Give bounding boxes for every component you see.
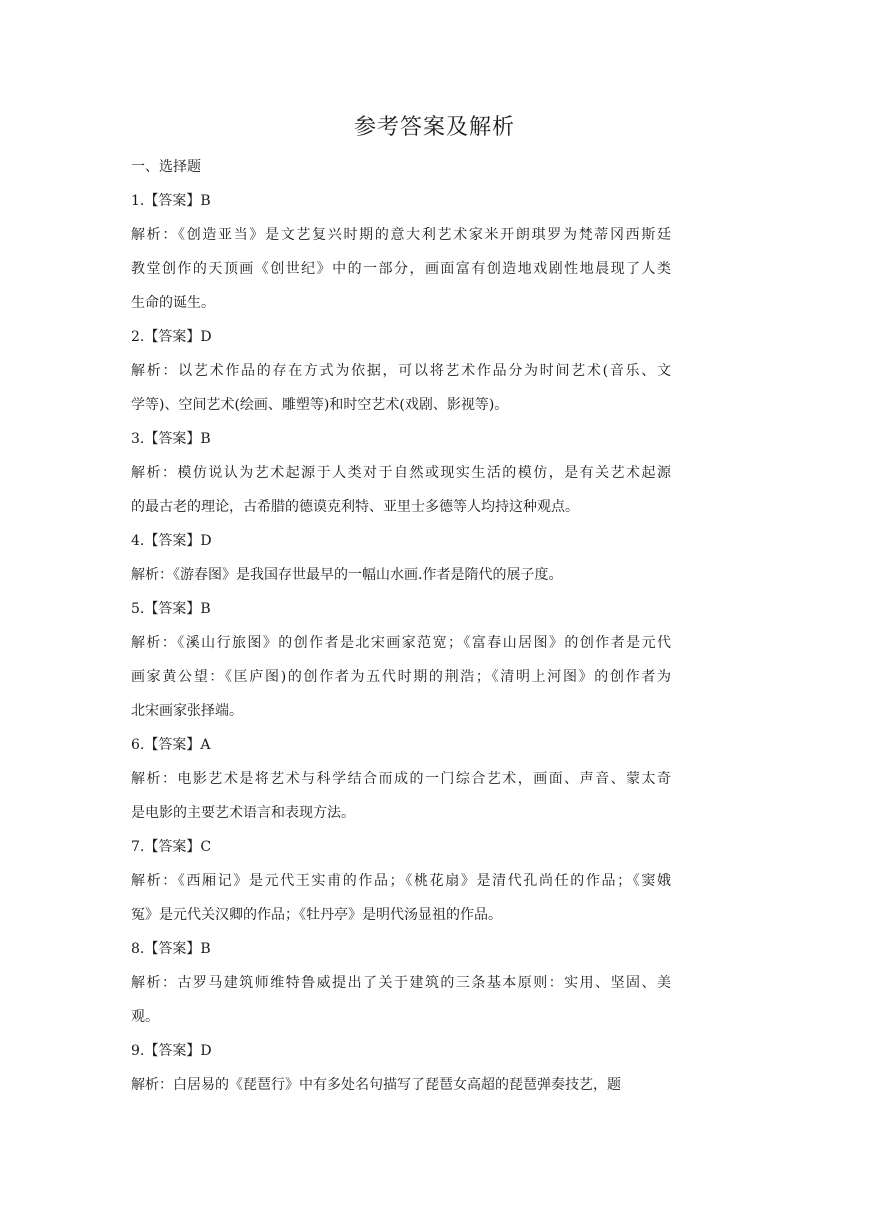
answer-item: [131, 836, 671, 938]
explanation-line: 画家黄公望：《匡庐图)的创作者为五代时期的荆浩；《清明上河图》的创作者为: [131, 669, 671, 685]
explanation-line: 学等)、空间艺术(绘画、雕塑等)和时空艺术(戏剧、影视等)。: [131, 397, 509, 413]
explanation-line: 解析：以艺术作品的存在方式为依据，可以将艺术作品分为时间艺术(音乐、文: [131, 363, 671, 379]
answer-item: [131, 1040, 671, 1108]
explanation-line: 生命的诞生。: [131, 295, 215, 311]
explanation-line: 解析：白居易的《琵琶行》中有多处名句描写了琵琶女高超的琵琶弹奏技艺，题: [131, 1077, 621, 1093]
answer-key: 1.【答案】B: [131, 193, 211, 209]
answer-item: [131, 938, 671, 1040]
answer-item: [131, 598, 671, 734]
answer-key: 5.【答案】B: [131, 601, 211, 617]
explanation-line: 北宋画家张择端。: [131, 703, 243, 719]
answer-key: 8.【答案】B: [131, 941, 211, 957]
explanation-line: 解析：《游春图》是我国存世最早的一幅山水画.作者是隋代的展子度。: [131, 567, 563, 583]
explanation-line: 解析：电影艺术是将艺术与科学结合而成的一门综合艺术，画面、声音、蒙太奇: [131, 771, 671, 787]
answer-item: [131, 190, 671, 326]
explanation-line: 教堂创作的天顶画《创世纪》中的一部分，画面富有创造地戏剧性地晨现了人类: [131, 261, 671, 277]
answer-item: [131, 734, 671, 836]
answer-key: 3.【答案】B: [131, 431, 211, 447]
answer-item: [131, 530, 671, 598]
explanation-line: 观。: [131, 1009, 159, 1025]
answer-key: 4.【答案】D: [131, 533, 212, 549]
explanation-line: 解析：古罗马建筑师维特鲁威提出了关于建筑的三条基本原则：实用、坚固、美: [131, 975, 671, 991]
explanation-line: 冤》是元代关汉卿的作品；《牡丹亭》是明代汤显祖的作品。: [131, 907, 502, 923]
page-title: 参考答案及解析: [353, 115, 515, 140]
explanation-line: 解析：模仿说认为艺术起源于人类对于自然或现实生活的模仿，是有关艺术起源: [131, 465, 671, 481]
explanation-line: 的最古老的理论，古希腊的德谟克利特、亚里士多德等人均持这种观点。: [131, 499, 579, 515]
answer-key: 7.【答案】C: [131, 839, 212, 855]
explanation-line: 解析：《创造亚当》是文艺复兴时期的意大利艺术家米开朗琪罗为梵蒂冈西斯廷: [131, 227, 671, 243]
explanation-line: 是电影的主要艺术语言和表现方法。: [131, 805, 355, 821]
answer-key: 2.【答案】D: [131, 329, 212, 345]
answer-item: [131, 326, 671, 428]
explanation-line: 解析：《西厢记》是元代王实甫的作品；《桃花扇》是清代孔尚任的作品；《窦娥: [131, 873, 671, 889]
section-heading: 一、选择题: [131, 159, 201, 175]
answer-list: [131, 190, 671, 1108]
answer-key: 9.【答案】D: [131, 1043, 212, 1059]
explanation-line: 解析：《溪山行旅图》的创作者是北宋画家范宽；《富春山居图》的创作者是元代: [131, 635, 671, 651]
answer-key: 6.【答案】A: [131, 737, 211, 753]
answer-item: [131, 428, 671, 530]
